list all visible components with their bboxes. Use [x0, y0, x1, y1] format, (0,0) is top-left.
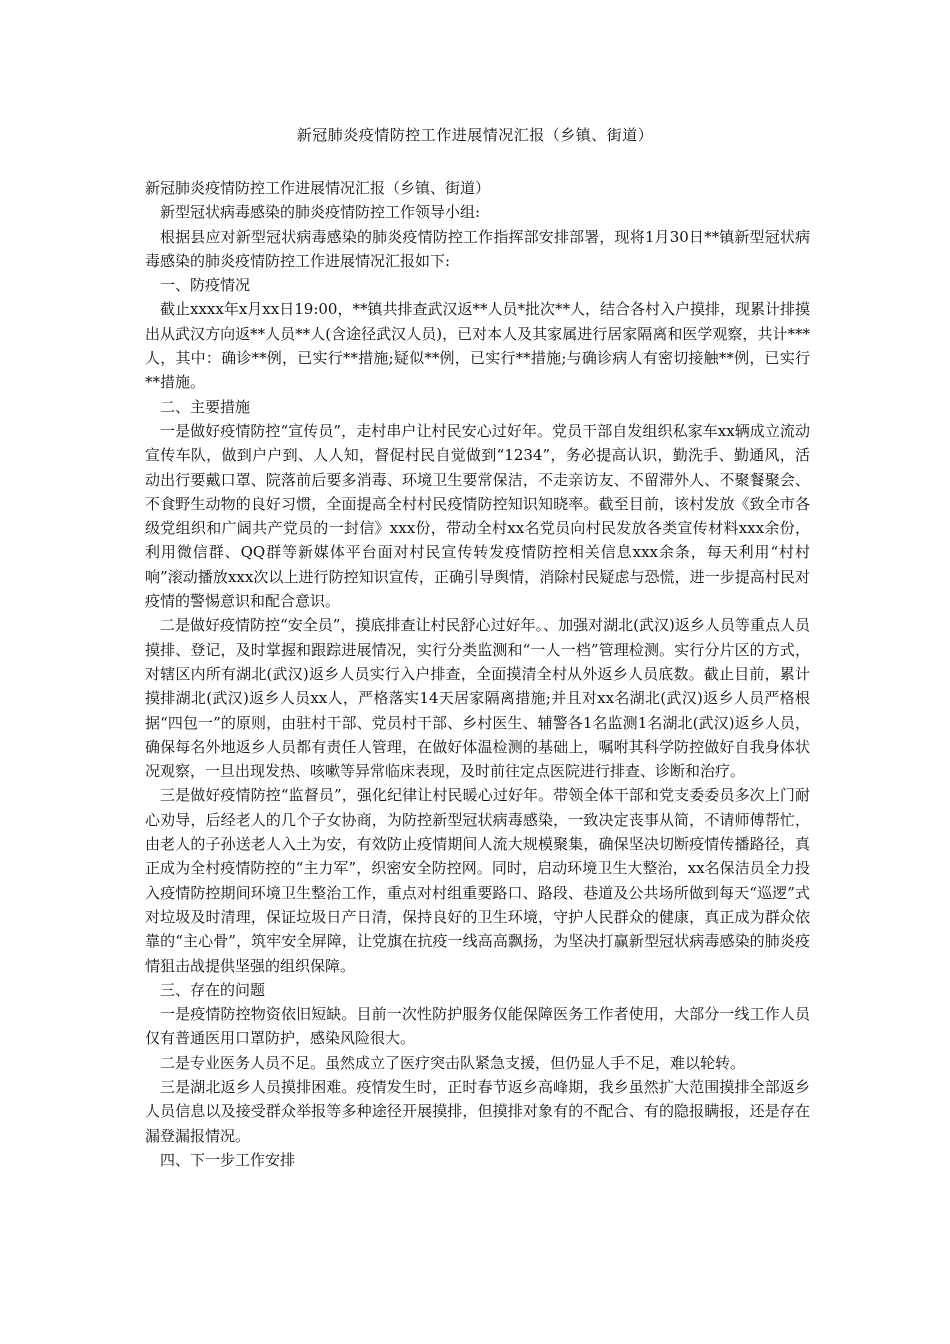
- document-body: [145, 176, 810, 1172]
- intro-paragraph: 根据县应对新型冠状病毒感染的肺炎疫情防控工作指挥部安排部署，现将1月30日**镇新型冠状病毒感染的肺炎疫情防控工作进展情况汇报如下:: [145, 227, 810, 270]
- paragraph-measure-2: 二是做好疫情防控“安全员”，摸底排查让村民舒心过好年。、加强对湖北(武汉)返乡人员等重点人员摸排、登记，及时掌握和跟踪进展情况，实行分类监测和“一人一档”管理检测。实行分片区的方式，对辖区内所有湖北(武汉)返乡人员实行入户排查，全面摸清全村从外返乡人员底数。截止目前，累计摸排湖北(武汉)返乡人员xx人，严格落实14天居家隔离措施;并且对xx名湖北(武汉)返乡人员严格根据“四包一”的原则，由驻村干部、党员村干部、乡村医生、辅警各1名监测1名湖北(武汉)返乡人员，确保每名外地返乡人员都有责任人管理，在做好体温检测的基础上，嘱咐其科学防控做好自我身体状况观察，一旦出现发热、咳嗽等异常临床表现，及时前往定点医院进行排查、诊断和治疗。: [145, 616, 810, 781]
- document-title: 新冠肺炎疫情防控工作进展情况汇报（乡镇、街道）: [296, 126, 654, 144]
- section-heading-3: 三、存在的问题: [160, 980, 266, 999]
- paragraph-problem-2: 二是专业医务人员不足。虽然成立了医疗突击队紧急支援，但仍显人手不足，难以轮转。: [160, 1053, 746, 1072]
- section-heading-2: 二、主要措施: [160, 397, 251, 416]
- addressee-line: 新型冠状病毒感染的肺炎疫情防控工作领导小组:: [160, 203, 481, 222]
- paragraph-problem-1: 一是疫情防控物资依旧短缺。目前一次性防护服务仅能保障医务工作者使用，大部分一线工作人员仅有普通医用口罩防护，感染风险很大。: [145, 1005, 810, 1048]
- paragraph-measure-3: 三是做好疫情防控“监督员”，强化纪律让村民暖心过好年。带领全体干部和党支委委员多次上门耐心劝导，后经老人的几个子女协商，为防控新型冠状病毒感染，一致决定丧事从简，不请师傅帮忙，由老人的子孙送老人入土为安，有效防止疫情期间人流大规模聚集，确保坚决切断疫情传播路径，真正成为全村疫情防控的“主力军”，织密安全防控网。同时，启动环境卫生大整治，xx名保洁员全力投入疫情防控期间环境卫生整治工作，重点对村组重要路口、路段、巷道及公共场所做到每天“巡逻”式对垃圾及时清理，保证垃圾日产日清，保持良好的卫生环境，守护人民群众的健康，真正成为群众依靠的“主心骨”，筑牢安全屏障，让党旗在抗疫一线高高飘扬，为坚决打赢新型冠状病毒感染的肺炎疫情狙击战提供坚强的组织保障。: [145, 786, 810, 975]
- paragraph-measure-1: 一是做好疫情防控“宣传员”，走村串户让村民安心过好年。党员干部自发组织私家车xx辆成立流动宣传车队，做到户户到、人人知，督促村民自觉做到“1234”，务必提高认识，勤洗手、勤通风，活动出行要戴口罩、院落前后要多消毒、环境卫生要常保洁，不走亲访友、不留滞外人、不聚餐聚会、不食野生动物的良好习惯，全面提高全村村民疫情防控知识知晓率。截至目前，该村发放《致全市各级党组织和广阔共产党员的一封信》xxx份，带动全村xx名党员向村民发放各类宣传材料xxx余份，利用微信群、QQ群等新媒体平台面对村民宣传转发疫情防控相关信息xxx余条，每天利用“村村响”滚动播放xxx次以上进行防控知识宣传，正确引导舆情，消除村民疑虑与恐慌，进一步提高村民对疫情的警惕意识和配合意识。: [145, 421, 810, 611]
- section-heading-1: 一、防疫情况: [160, 276, 251, 295]
- paragraph-problem-3: 三是湖北返乡人员摸排困难。疫情发生时，正时春节返乡高峰期，我乡虽然扩大范围摸排全部返乡人员信息以及接受群众举报等多种途径开展摸排，但摸排对象有的不配合、有的隐报瞒报，还是存在漏登漏报情况。: [145, 1077, 810, 1145]
- section-heading-4: 四、下一步工作安排: [160, 1150, 296, 1169]
- subtitle-line: 新冠肺炎疫情防控工作进展情况汇报（乡镇、街道）: [145, 179, 491, 197]
- paragraph-epidemic-status: 截止xxxx年x月xx日19:00，**镇共排查武汉返**人员*批次**人，结合各村入户摸排，现累计排摸出从武汉方向返**人员**人(含途径武汉人员)，已对本人及其家属进行居家隔离和医学观察，共计***人，其中：确诊**例，已实行**措施;疑似**例，已实行**措施;与确诊病人有密切接触**例，已实行**措施。: [145, 300, 810, 392]
